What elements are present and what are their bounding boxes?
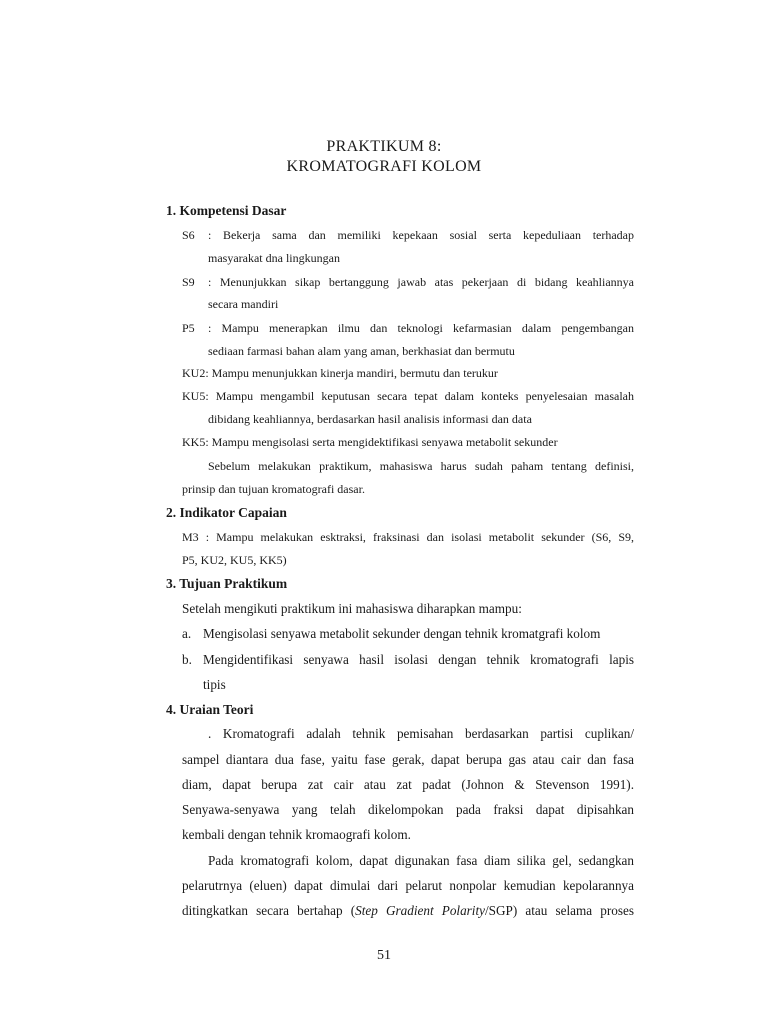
teori-p1-line3: diam, dapat berupa zat cair atau zat padat (Johnon & Stevenson 1991). — [182, 777, 634, 792]
s9-text-line2: secara mandiri — [208, 297, 279, 311]
tujuan-intro: Setelah mengikuti praktikum ini mahasiswa diharapkan mampu: — [182, 601, 522, 616]
code-p5: P5 — [182, 321, 195, 335]
indikator-line2: P5, KU2, KU5, KK5) — [182, 553, 287, 567]
title-line-1: PRAKTIKUM 8: — [326, 138, 442, 155]
page-number: 51 — [377, 948, 391, 963]
kk5-text: KK5: Mampu mengisolasi serta mengidektifikasi senyawa metabolit sekunder — [182, 435, 558, 449]
prerequisite-note-line2: prinsip dan tujuan kromatografi dasar. — [182, 482, 365, 496]
title-line-2: KROMATOGRAFI KOLOM — [286, 158, 482, 175]
p5-text-line1: : Mampu menerapkan ilmu dan teknologi kefarmasian dalam pengembangan — [208, 321, 634, 335]
ku5-text-line1: KU5: Mampu mengambil keputusan secara tepat dalam konteks penyelesaian masalah — [182, 389, 634, 403]
list-marker-a: a. — [182, 626, 192, 641]
list-marker-b: b. — [182, 652, 192, 667]
heading-uraian-teori: 4. Uraian Teori — [166, 702, 254, 717]
teori-p1-line4: Senyawa-senyawa yang telah dikelompokan pada fraksi dapat dipisahkan — [182, 802, 634, 817]
s6-text-line2: masyarakat dna lingkungan — [208, 251, 340, 265]
prerequisite-note-line1: Sebelum melakukan praktikum, mahasiswa harus sudah paham tentang definisi, — [208, 459, 634, 473]
s6-text-line1: : Bekerja sama dan memiliki kepekaan sosial serta kepeduliaan terhadap — [208, 228, 634, 242]
teori-p1-line1: . Kromatografi adalah tehnik pemisahan berdasarkan partisi cuplikan/ — [208, 726, 634, 741]
heading-tujuan-praktikum: 3. Tujuan Praktikum — [166, 576, 288, 591]
teori-p2-line3-italic: Step Gradient Polarity — [355, 903, 485, 918]
teori-p1-line2: sampel diantara dua fase, yaitu fase gerak, dapat berupa gas atau cair dan fasa — [182, 752, 634, 767]
teori-p2-line3 — [182, 903, 634, 919]
teori-p2-line3-post: /SGP) atau selama proses — [484, 903, 634, 918]
teori-p1-line5: kembali dengan tehnik kromaografi kolom. — [182, 827, 411, 842]
tujuan-item-b-line1: Mengidentifikasi senyawa hasil isolasi dengan tehnik kromatografi lapis — [203, 652, 634, 667]
ku5-text-line2: dibidang keahliannya, berdasarkan hasil analisis informasi dan data — [208, 412, 532, 426]
code-s9: S9 — [182, 275, 195, 289]
tujuan-item-b-line2: tipis — [203, 677, 226, 692]
indikator-line1: M3 : Mampu melakukan esktraksi, fraksinasi dan isolasi metabolit sekunder (S6, S9, — [182, 530, 634, 544]
heading-indikator-capaian: 2. Indikator Capaian — [166, 505, 287, 520]
code-s6: S6 — [182, 228, 195, 242]
ku2-text: KU2: Mampu menunjukkan kinerja mandiri, bermutu dan terukur — [182, 366, 498, 380]
p5-text-line2: sediaan farmasi bahan alam yang aman, berkhasiat dan bermutu — [208, 344, 515, 358]
tujuan-item-a: Mengisolasi senyawa metabolit sekunder dengan tehnik kromatgrafi kolom — [203, 626, 601, 641]
teori-p2-line3-pre: ditingkatkan secara bertahap ( — [182, 903, 356, 918]
s9-text-line1: : Menunjukkan sikap bertanggung jawab atas pekerjaan di bidang keahliannya — [208, 275, 634, 289]
heading-kompetensi-dasar: 1. Kompetensi Dasar — [166, 203, 287, 218]
teori-p2-line1: Pada kromatografi kolom, dapat digunakan fasa diam silika gel, sedangkan — [208, 853, 634, 868]
teori-p2-line2: pelarutrnya (eluen) dapat dimulai dari pelarut nonpolar kemudian kepolarannya — [182, 878, 634, 893]
